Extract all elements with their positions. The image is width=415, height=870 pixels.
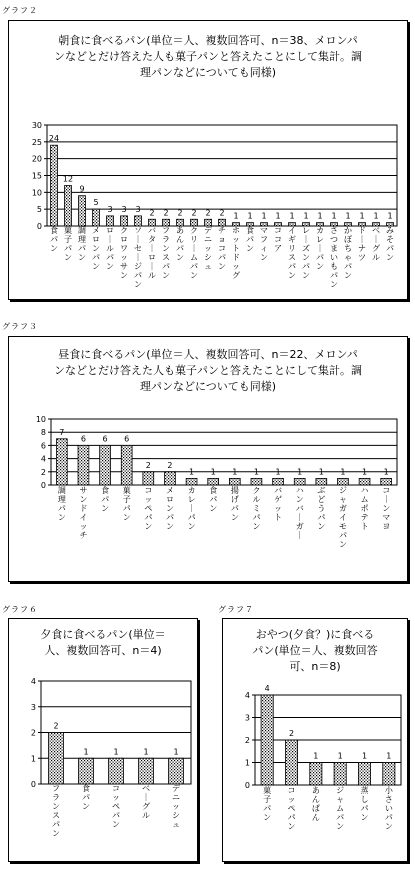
graph2-title: 朝食に食べるパン(単位＝人、複数回答可、n＝38、メロンパ ンなどとだけ答えた人も菓子パンと答えたことにして集計。調 理パンなどについても同様)	[54, 34, 362, 79]
g2-x-tick-label: カレ｜パン	[316, 226, 324, 271]
graph3-panel	[8, 336, 408, 582]
g2-x-tick-label: イギリスパン	[288, 226, 296, 280]
g6-y-tick-label: 2	[30, 728, 36, 738]
g2-x-tick-label: 食パン	[50, 226, 58, 253]
g3-bar	[100, 445, 111, 485]
g3-bar	[359, 478, 370, 485]
g2-x-tick-label: かぼちゃパン	[344, 226, 352, 280]
graph2-label: グラフ２	[2, 6, 38, 15]
g3-x-tick-label: 菓子パン	[122, 486, 131, 522]
g3-y-tick-label: 6	[40, 441, 46, 451]
g7-bar	[383, 763, 395, 786]
g3-data-label: 6	[80, 434, 86, 444]
g2-x-tick-label: クリ｜ムパン	[190, 226, 198, 280]
g7-bar	[310, 763, 322, 786]
g3-bar	[338, 478, 349, 485]
graph6-panel	[8, 618, 198, 862]
g3-data-label: 6	[102, 434, 108, 444]
g2-bar	[107, 216, 114, 226]
g3-data-label: 6	[124, 434, 130, 444]
g7-data-label: 1	[313, 751, 319, 761]
g2-data-label: 3	[135, 204, 141, 214]
g6-data-label: 1	[113, 747, 119, 757]
g2-data-label: 1	[387, 211, 393, 221]
g2-y-tick-label: 5	[36, 205, 42, 215]
g2-y-tick-label: 25	[31, 137, 42, 147]
g2-data-label: 9	[79, 184, 85, 194]
g2-x-tick-label: メロンパン	[92, 226, 100, 271]
g7-x-tick-label: 蒸しパン	[360, 786, 369, 822]
g3-bar	[143, 472, 154, 485]
g7-y-tick-label: 4	[244, 691, 250, 700]
g3-data-label: 2	[167, 460, 173, 470]
graph7-panel	[222, 618, 408, 862]
g2-data-label: 3	[107, 204, 113, 214]
g2-bar	[205, 219, 212, 226]
graph6-chart	[9, 619, 199, 863]
g2-data-label: 2	[163, 208, 169, 218]
g6-y-tick-label: 1	[30, 754, 36, 764]
g2-data-label: 1	[331, 211, 337, 221]
g7-bar	[261, 695, 273, 785]
g2-data-label: 1	[359, 211, 365, 221]
g2-x-tick-label: 菓子パン	[64, 226, 72, 262]
g6-x-tick-label: デニッシュ	[172, 784, 180, 829]
g6-y-tick-label: 3	[30, 702, 36, 712]
g7-data-label: 1	[386, 751, 392, 761]
graph2-panel	[8, 20, 408, 300]
g2-bar	[93, 209, 100, 226]
g3-bar	[381, 478, 392, 485]
g2-data-label: 3	[121, 204, 127, 214]
g7-y-tick-label: 1	[244, 758, 250, 768]
g6-x-tick-label: フランスパン	[52, 784, 60, 838]
g2-x-tick-label: ド｜ナツ	[358, 226, 366, 262]
g6-bar	[49, 733, 64, 785]
g7-x-tick-label: 小さいパン	[384, 786, 393, 831]
graph7-chart	[223, 619, 409, 863]
g6-bar	[139, 758, 154, 784]
g3-bar	[78, 445, 89, 485]
g6-bar	[169, 758, 184, 784]
g7-x-tick-label: コッペパン	[287, 786, 296, 831]
g3-x-tick-label: サンドイッチ	[79, 486, 88, 540]
g3-y-tick-label: 4	[40, 454, 46, 464]
graph3-label: グラフ３	[2, 322, 38, 331]
g3-data-label: 1	[275, 467, 281, 477]
g2-data-label: 2	[219, 208, 225, 218]
g3-data-label: 1	[383, 467, 389, 477]
graph3-chart	[9, 337, 409, 583]
g7-bar	[334, 763, 346, 786]
g3-data-label: 1	[318, 467, 324, 477]
g3-x-tick-label: バゲット	[274, 486, 283, 522]
g2-data-label: 2	[191, 208, 197, 218]
g6-y-tick-label: 4	[30, 677, 36, 686]
g2-data-label: 1	[275, 211, 281, 221]
g2-x-tick-label: バタ｜ロ｜ル	[148, 226, 156, 280]
g2-x-tick-label: クロワッサン	[120, 226, 128, 280]
g6-x-tick-label: 食パン	[82, 784, 90, 811]
g2-y-tick-label: 0	[36, 222, 42, 231]
graph2-chart	[9, 21, 409, 301]
g2-x-tick-label: マフィン	[260, 226, 268, 262]
g2-x-tick-label: 食パン	[246, 226, 254, 253]
g3-bar	[56, 439, 67, 485]
g2-bar	[163, 219, 170, 226]
g3-y-tick-label: 0	[40, 481, 46, 490]
g3-x-tick-label: コッペパン	[144, 486, 153, 531]
g3-y-tick-label: 2	[40, 467, 46, 477]
g7-y-tick-label: 3	[244, 713, 250, 723]
g6-x-tick-label: コッペパン	[112, 784, 120, 829]
g2-bar	[191, 219, 198, 226]
g2-x-tick-label: チョコパン	[218, 226, 226, 271]
g6-data-label: 1	[173, 747, 179, 757]
g3-data-label: 2	[145, 460, 151, 470]
g2-x-tick-label: ベ｜グル	[372, 226, 380, 262]
g2-x-tick-label: みそパン	[386, 226, 394, 262]
g3-x-tick-label: コ｜ンマヨ	[382, 486, 391, 531]
g7-y-tick-label: 0	[244, 781, 250, 790]
g3-bar	[251, 478, 262, 485]
g3-x-tick-label: ハンバ｜ガ｜	[295, 486, 304, 540]
g3-x-tick-label: ジャガイモパン	[338, 486, 347, 549]
g6-bar	[109, 758, 124, 784]
g2-x-tick-label: ロ｜ルパン	[106, 226, 114, 271]
g3-x-tick-label: 調理パン	[57, 486, 66, 522]
g7-y-tick-label: 2	[244, 736, 250, 745]
g2-x-tick-label: フランスパン	[162, 226, 170, 280]
g2-bar	[219, 219, 226, 226]
g3-x-tick-label: 食パン	[209, 486, 218, 513]
g2-bar	[65, 186, 72, 226]
g3-x-tick-label: クルミパン	[252, 486, 261, 531]
g2-data-label: 2	[177, 208, 183, 218]
g2-data-label: 1	[303, 211, 309, 221]
graph6-title: 夕食に食べるパン(単位＝ 人、複数回答可、n＝4)	[40, 628, 166, 657]
g3-bar	[186, 478, 197, 485]
g7-data-label: 1	[361, 751, 368, 761]
g3-bar	[294, 478, 305, 485]
g3-x-tick-label: 揚げパン	[230, 486, 239, 522]
g2-data-label: 24	[48, 134, 60, 144]
g2-data-label: 1	[317, 211, 323, 221]
g6-y-tick-label: 0	[30, 780, 36, 789]
g2-data-label: 2	[149, 208, 155, 218]
graph7-title: おやつ(夕食？)に食べる パン(単位＝人、複数回答 可、n＝8)	[252, 628, 378, 673]
g2-data-label: 1	[233, 211, 239, 221]
g3-bar	[229, 478, 240, 485]
g6-data-label: 1	[143, 747, 149, 757]
g3-data-label: 1	[253, 467, 259, 477]
g3-x-tick-label: ぶどうパン	[317, 486, 326, 531]
g7-bar	[285, 740, 297, 785]
g2-x-tick-label: 調理パン	[78, 226, 86, 262]
g7-x-tick-label: ジャムパン	[336, 786, 345, 831]
g3-y-tick-label: 10	[35, 415, 46, 424]
g3-bar	[316, 478, 327, 485]
g2-y-tick-label: 30	[31, 121, 42, 130]
g3-data-label: 1	[340, 467, 346, 477]
g2-data-label: 1	[247, 211, 253, 221]
graph3-title: 昼食に食べるパン(単位＝人、複数回答可、n＝22、メロンパ ンなどとだけ答えた人も菓子パンと答えたことにして集計。調 理パンなどについても同様)	[54, 348, 362, 393]
g7-x-tick-label: 菓子パン	[263, 786, 272, 822]
g2-data-label: 12	[62, 174, 74, 184]
graph7-label: グラフ７	[218, 605, 254, 614]
g3-data-label: 1	[232, 467, 238, 477]
g3-bar	[121, 445, 132, 485]
g7-data-label: 2	[288, 729, 295, 738]
g2-data-label: 1	[345, 211, 351, 221]
g3-x-tick-label: カレ｜パン	[187, 486, 196, 531]
g3-data-label: 1	[210, 467, 216, 477]
g2-bar	[135, 216, 142, 226]
g3-bar	[208, 478, 219, 485]
g3-data-label: 1	[362, 467, 368, 477]
g2-bar	[79, 196, 86, 226]
g6-bar	[79, 758, 94, 784]
g3-x-tick-label: 食パン	[101, 486, 110, 513]
g2-bar	[121, 216, 128, 226]
g3-y-tick-label: 8	[40, 428, 46, 438]
g2-data-label: 1	[261, 211, 267, 221]
g3-data-label: 7	[59, 427, 65, 437]
g3-data-label: 1	[297, 467, 303, 477]
g2-x-tick-label: さつまいもパン	[330, 226, 338, 289]
g2-bar	[177, 219, 184, 226]
g7-data-label: 1	[337, 751, 343, 761]
g6-data-label: 1	[83, 747, 89, 757]
g2-y-tick-label: 15	[31, 171, 42, 181]
graph6-label: グラフ６	[2, 605, 38, 614]
g6-x-tick-label: ベ｜グル	[142, 784, 150, 820]
g2-data-label: 5	[93, 198, 99, 208]
g2-data-label: 1	[289, 211, 295, 221]
g7-data-label: 4	[264, 684, 270, 693]
g2-x-tick-label: デニッシュ	[204, 226, 212, 271]
g7-bar	[358, 763, 370, 786]
g2-x-tick-label: ホットドッグ	[232, 226, 240, 280]
g3-bar	[273, 478, 284, 485]
g2-bar	[51, 145, 58, 226]
g6-data-label: 2	[53, 721, 59, 731]
g2-bar	[149, 219, 156, 226]
g3-data-label: 1	[189, 467, 195, 477]
g2-x-tick-label: レ｜ズンパン	[302, 226, 310, 280]
g2-y-tick-label: 10	[31, 188, 42, 198]
g7-x-tick-label: あんぱん	[311, 786, 320, 822]
g2-x-tick-label: あんパン	[176, 226, 184, 262]
g3-bar	[165, 472, 176, 485]
g2-x-tick-label: ソ｜セ｜ジパン	[134, 226, 142, 289]
g2-data-label: 2	[205, 208, 211, 218]
g2-x-tick-label: ココア	[274, 226, 282, 253]
g3-x-tick-label: メロンパン	[165, 486, 174, 531]
g2-y-tick-label: 20	[31, 154, 42, 164]
g3-x-tick-label: ハムポテト	[360, 486, 369, 531]
g2-data-label: 1	[373, 211, 379, 221]
